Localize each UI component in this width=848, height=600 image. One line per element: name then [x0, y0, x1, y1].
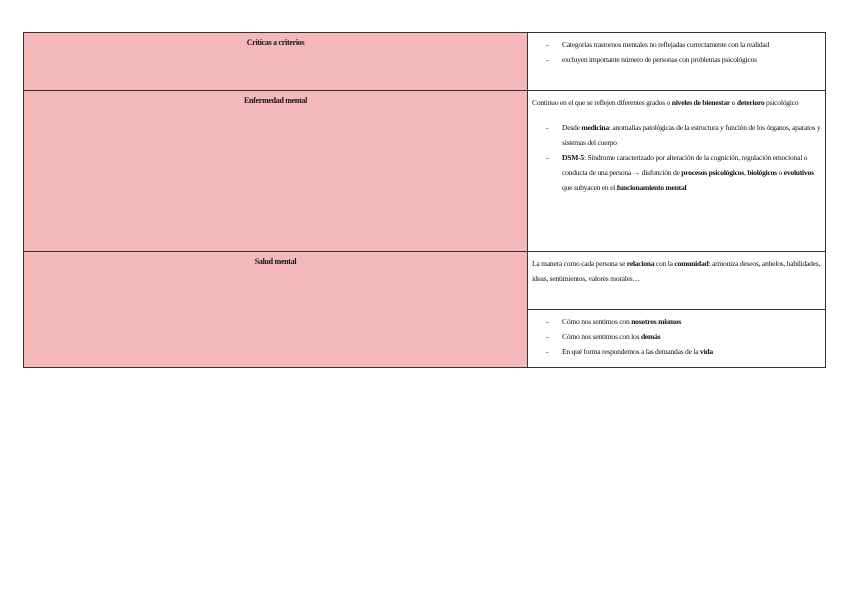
definition-text [528, 91, 825, 199]
definition-cell [528, 33, 826, 91]
definition-cell [528, 310, 826, 368]
term-label: Críticas a criterios [246, 38, 305, 47]
intro-paragraph: Continuo en el que se reflejen diferentes grados o niveles de bienestar o deterioro psicológico [532, 98, 799, 107]
list-item: - Categorías trastornos mentales no reflejadas correctamente con la realidad [546, 37, 821, 52]
table-row [24, 252, 826, 310]
definition-cell [528, 252, 826, 310]
definition-text [528, 310, 825, 363]
list-item: - Cómo nos sentimos con los demás [546, 329, 821, 344]
term-cell [24, 91, 528, 252]
list-item: - Cómo nos sentimos con nosotros mismos [546, 314, 821, 329]
intro-paragraph: La manera como cada persona se relaciona con la comunidad: armoniza deseos, anhelos, habilidades, ideas, sentimientos, valores morales… [532, 259, 821, 283]
bullet-list [532, 314, 821, 359]
definition-text [528, 252, 825, 290]
list-item: - Desde medicina: anomalías patológicas de la estructura y función de los órganos, aparatos y sistemas del cuerpo [546, 120, 821, 150]
list-item: - excluyen importante número de personas con problemas psicológicos [546, 52, 821, 67]
list-item: - En qué forma respondemos a las demandas de la vida [546, 344, 821, 359]
list-item: - DSM-5: Síndrome caracterizado por alteración de la cognición, regulación emocional o conducta de una persona → disfunción de procesos psicológicos, biológicos o evolutivos que subyacen en el funcionamiento mental [546, 150, 821, 195]
term-label: Salud mental [254, 257, 297, 266]
table-row [24, 33, 826, 91]
bullet-list [532, 120, 821, 195]
term-label: Enfermedad mental [243, 96, 308, 105]
term-cell [24, 252, 528, 368]
table-row [24, 91, 826, 252]
bullet-list [532, 37, 821, 67]
definition-cell [528, 91, 826, 252]
concepts-table [23, 32, 826, 368]
definition-text [528, 33, 825, 71]
term-cell [24, 33, 528, 91]
